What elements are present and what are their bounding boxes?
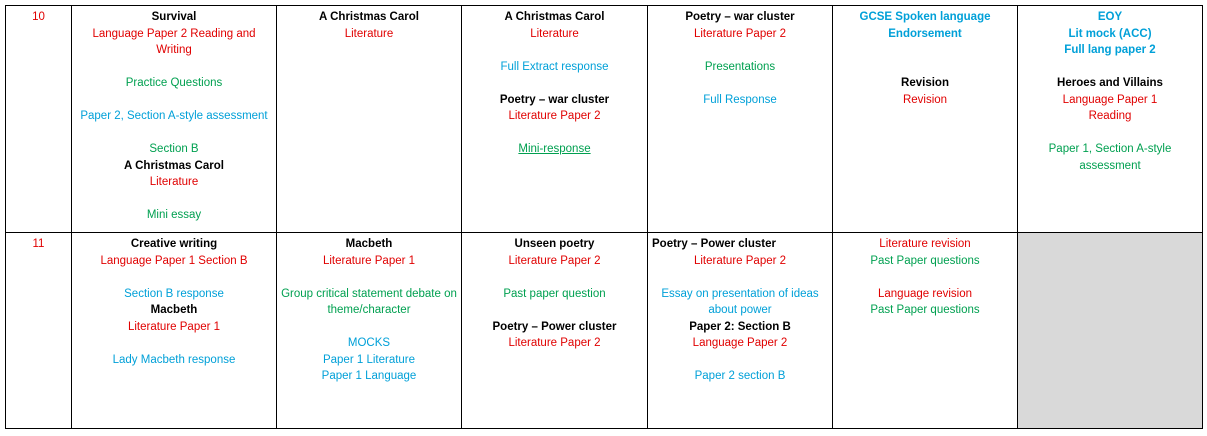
spacer [652,75,828,92]
term-cell [72,6,277,233]
term-cell [833,233,1018,429]
cell-text-line: Survival [151,11,197,23]
cell-text-line: Mini-response [518,143,591,155]
cell-text-line: Lit mock (ACC) [1068,27,1152,40]
cell-text-line: Literature Paper 2 [508,254,601,267]
term-cell [72,233,277,429]
spacer [837,59,1013,76]
spacer [466,125,643,142]
cell-text-line: Paper 1, Section A-style assessment [1048,143,1172,172]
spacer [652,42,828,59]
cell-text-line: Group critical statement debate on [281,287,457,300]
cell-text-line: Presentations [704,60,776,73]
spacer [652,269,828,286]
cell-text-line: Macbeth [345,238,393,250]
cell-text-line: Past Paper questions [870,304,980,316]
term-cell [462,6,648,233]
cell-text-line: A Christmas Carol [319,11,419,23]
term-cell [648,6,833,233]
cell-text-line: A Christmas Carol [124,159,224,172]
cell-text-line: Full lang paper 2 [1064,44,1156,56]
cell-text-line: Literature Paper 2 [693,254,787,267]
cell-text-line: Essay on presentation of ideas [661,287,819,300]
cell-text-line: Language Paper 1 [1062,93,1158,106]
spacer [652,352,828,369]
cell-text-line: Poetry – war cluster [499,93,610,106]
cell-text-line: Macbeth [150,304,198,316]
spacer [76,269,272,286]
cell-text-line: GCSE Spoken language [859,11,991,23]
cell-text-line: Literature [149,176,199,188]
cell-text-line: Literature [530,27,579,40]
cell-text-line: Section B [149,143,199,155]
spacer [76,59,272,76]
spacer [1022,59,1198,76]
spacer [76,92,272,109]
cell-text-line: Language Paper 2 [692,337,788,349]
spacer [466,269,643,286]
spacer [466,302,643,319]
cell-text-line: Literature Paper 1 [322,254,416,267]
term-cell [1018,6,1203,233]
term-cell [277,6,462,233]
cell-text-line: Language Paper 1 Section B [100,254,248,267]
cell-text-line: Mini essay [146,209,202,221]
cell-text-line: Revision [901,77,949,89]
cell-text-line: Past paper question [503,287,606,300]
spacer [837,269,1013,286]
cell-text-line: Paper 2 section B [694,370,786,382]
cell-text-line: Literature Paper 2 [508,337,601,349]
cell-text-line: Language Paper 2 Reading and Writing [92,27,256,56]
term-cell [277,233,462,429]
cell-text-line: about power [708,304,772,316]
cell-text-line: EOY [1097,11,1123,23]
cell-text-line: Practice Questions [125,77,223,89]
term-cell [833,6,1018,233]
cell-text-line: Unseen poetry [514,238,595,250]
cell-text-line: Heroes and Villains [1057,77,1163,89]
cell-text-line: Paper 2, Section A-style assessment [80,110,268,122]
cell-text-line: Revision [902,93,948,106]
spacer [76,125,272,142]
cell-text-line: Paper 1 Literature [322,353,416,366]
term-cell [648,233,833,429]
cell-text-line: Poetry – Power cluster [652,238,776,250]
cell-text-line: Creative writing [130,238,218,250]
cell-text-line: Poetry – war cluster [685,11,795,23]
cell-text-line: Reading [1088,110,1132,122]
term-cell [462,233,648,429]
spacer [281,269,457,286]
curriculum-table [5,5,1203,429]
year-cell: 11 [6,233,72,429]
cell-text-line: MOCKS [347,337,391,349]
cell-text-line: Language revision [878,287,972,300]
cell-text-line: theme/character [327,304,411,316]
cell-text-line: Full Response [703,93,777,106]
cell-text-line: Literature Paper 2 [693,27,787,40]
cell-text-line: Literature Paper 2 [508,110,601,122]
spacer [1022,125,1198,142]
cell-text-line: A Christmas Carol [504,11,605,23]
table-row [6,6,1203,233]
year-cell: 10 [6,6,72,233]
cell-text-line: Full Extract response [500,60,609,73]
cell-text-line: Endorsement [888,27,962,40]
cell-text-line: Past Paper questions [870,254,980,267]
cell-text-line: Lady Macbeth response [112,353,236,366]
cell-text-line: Literature Paper 1 [127,320,221,333]
cell-text-line: Literature revision [879,238,971,250]
cell-text-line: Literature [344,27,394,40]
spacer [76,335,272,352]
spacer [76,191,272,208]
empty-shaded-cell [1018,233,1203,429]
spacer [466,75,643,92]
spacer [281,319,457,336]
cell-text-line: Paper 1 Language [321,370,417,382]
cell-text-line: Section B response [124,287,224,300]
spacer [466,42,643,59]
spacer [837,42,1013,59]
cell-text-line: Paper 2: Section B [689,320,791,333]
cell-text-line: Poetry – Power cluster [492,320,617,333]
table-row [6,233,1203,429]
